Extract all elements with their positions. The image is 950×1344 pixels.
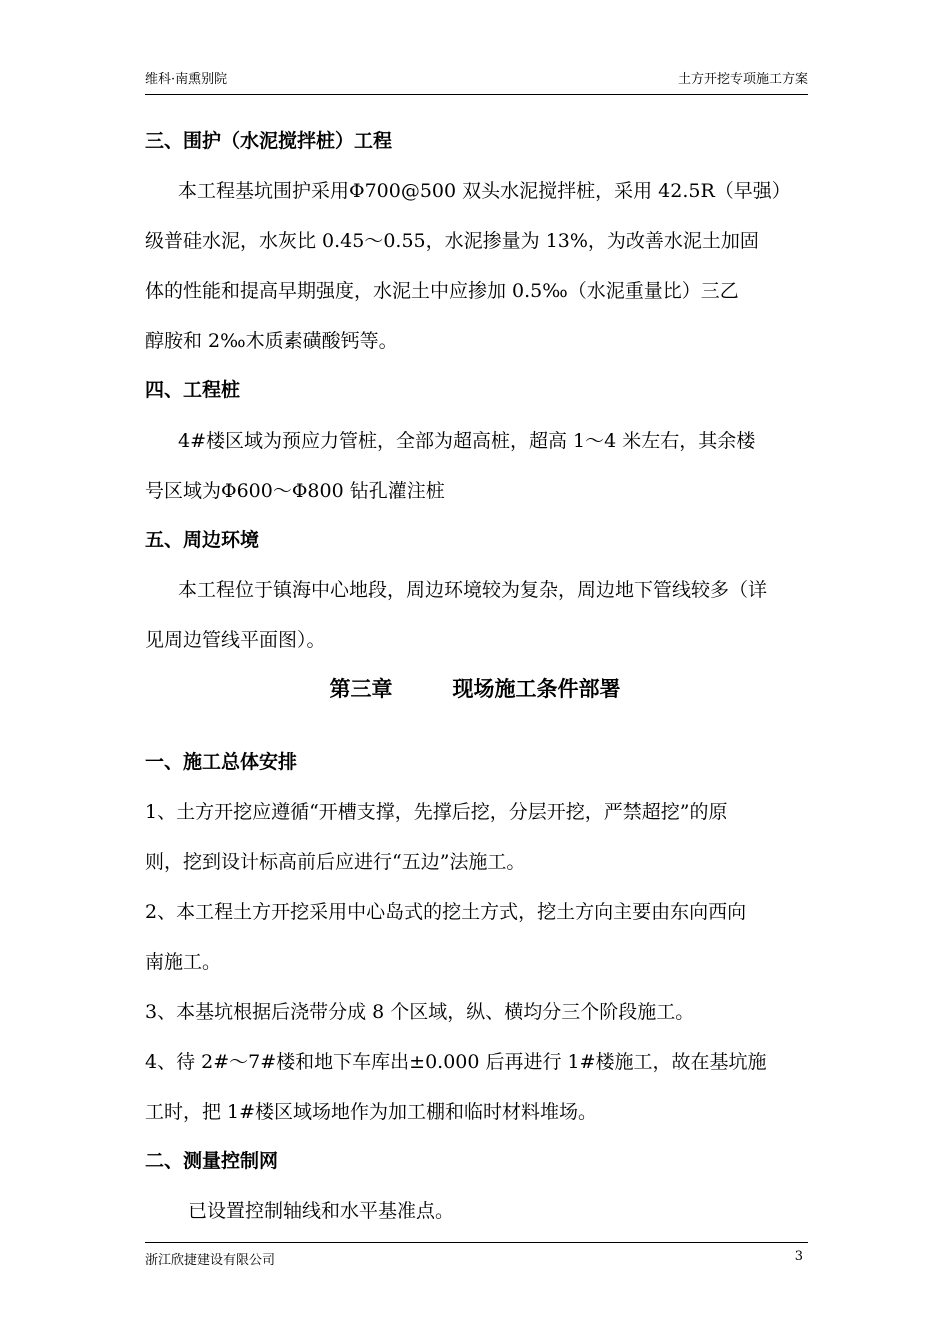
footer-company-name: 浙江欣捷建设有限公司 (145, 1253, 276, 1268)
page-number: 3 (794, 1249, 803, 1264)
paragraph-line: 号区域为Φ600～Φ800 钻孔灌注桩 (145, 480, 445, 502)
list-item: 4、待 2#～7#楼和地下车库出±0.000 后再进行 1#楼施工，故在基坑施 (145, 1051, 767, 1073)
section-heading-piles: 四、工程桩 (145, 379, 241, 401)
chapter-number: 第三章 (329, 677, 393, 701)
paragraph-line: 醇胺和 2‰木质素磺酸钙等。 (145, 330, 398, 352)
paragraph-line: 见周边管线平面图）。 (145, 629, 326, 651)
section-heading-retaining: 三、围护（水泥搅拌桩）工程 (145, 130, 393, 152)
section-heading-survey: 二、测量控制网 (145, 1150, 279, 1172)
page-header (145, 64, 808, 95)
list-item: 2、本工程土方开挖采用中心岛式的挖土方式，挖土方向主要由东向西向 (145, 901, 747, 923)
page-footer (145, 1242, 808, 1283)
paragraph-line: 体的性能和提高早期强度，水泥土中应掺加 0.5‰（水泥重量比）三乙 (145, 280, 739, 302)
section-heading-arrangement: 一、施工总体安排 (145, 751, 298, 773)
chapter-name: 现场施工条件部署 (452, 677, 621, 701)
paragraph-line: 已设置控制轴线和水平基准点。 (188, 1200, 455, 1222)
paragraph-line: 本工程位于镇海中心地段，周边环境较为复杂，周边地下管线较多（详 (178, 579, 768, 601)
list-item-continued: 工时，把 1#楼区域场地作为加工棚和临时材料堆场。 (145, 1101, 598, 1123)
header-document-title: 土方开挖专项施工方案 (677, 72, 808, 87)
chapter-title (0, 674, 950, 704)
list-item-continued: 南施工。 (145, 951, 222, 973)
section-heading-surroundings: 五、周边环境 (145, 529, 260, 551)
paragraph-line: 级普硅水泥，水灰比 0.45～0.55，水泥掺量为 13%，为改善水泥土加固 (145, 230, 759, 252)
list-item: 1、土方开挖应遵循“开槽支撑，先撑后挖，分层开挖，严禁超挖”的原 (145, 801, 728, 823)
list-item-continued: 则，挖到设计标高前后应进行“五边”法施工。 (145, 851, 526, 873)
header-project-name: 维科·南熏别院 (145, 72, 228, 87)
paragraph-line: 4#楼区域为预应力管桩，全部为超高桩，超高 1～4 米左右，其余楼 (178, 430, 756, 452)
list-item: 3、本基坑根据后浇带分成 8 个区域，纵、横均分三个阶段施工。 (145, 1001, 695, 1023)
paragraph-line: 本工程基坑围护采用Φ700@500 双头水泥搅拌桩，采用 42.5R（早强） (178, 180, 791, 202)
